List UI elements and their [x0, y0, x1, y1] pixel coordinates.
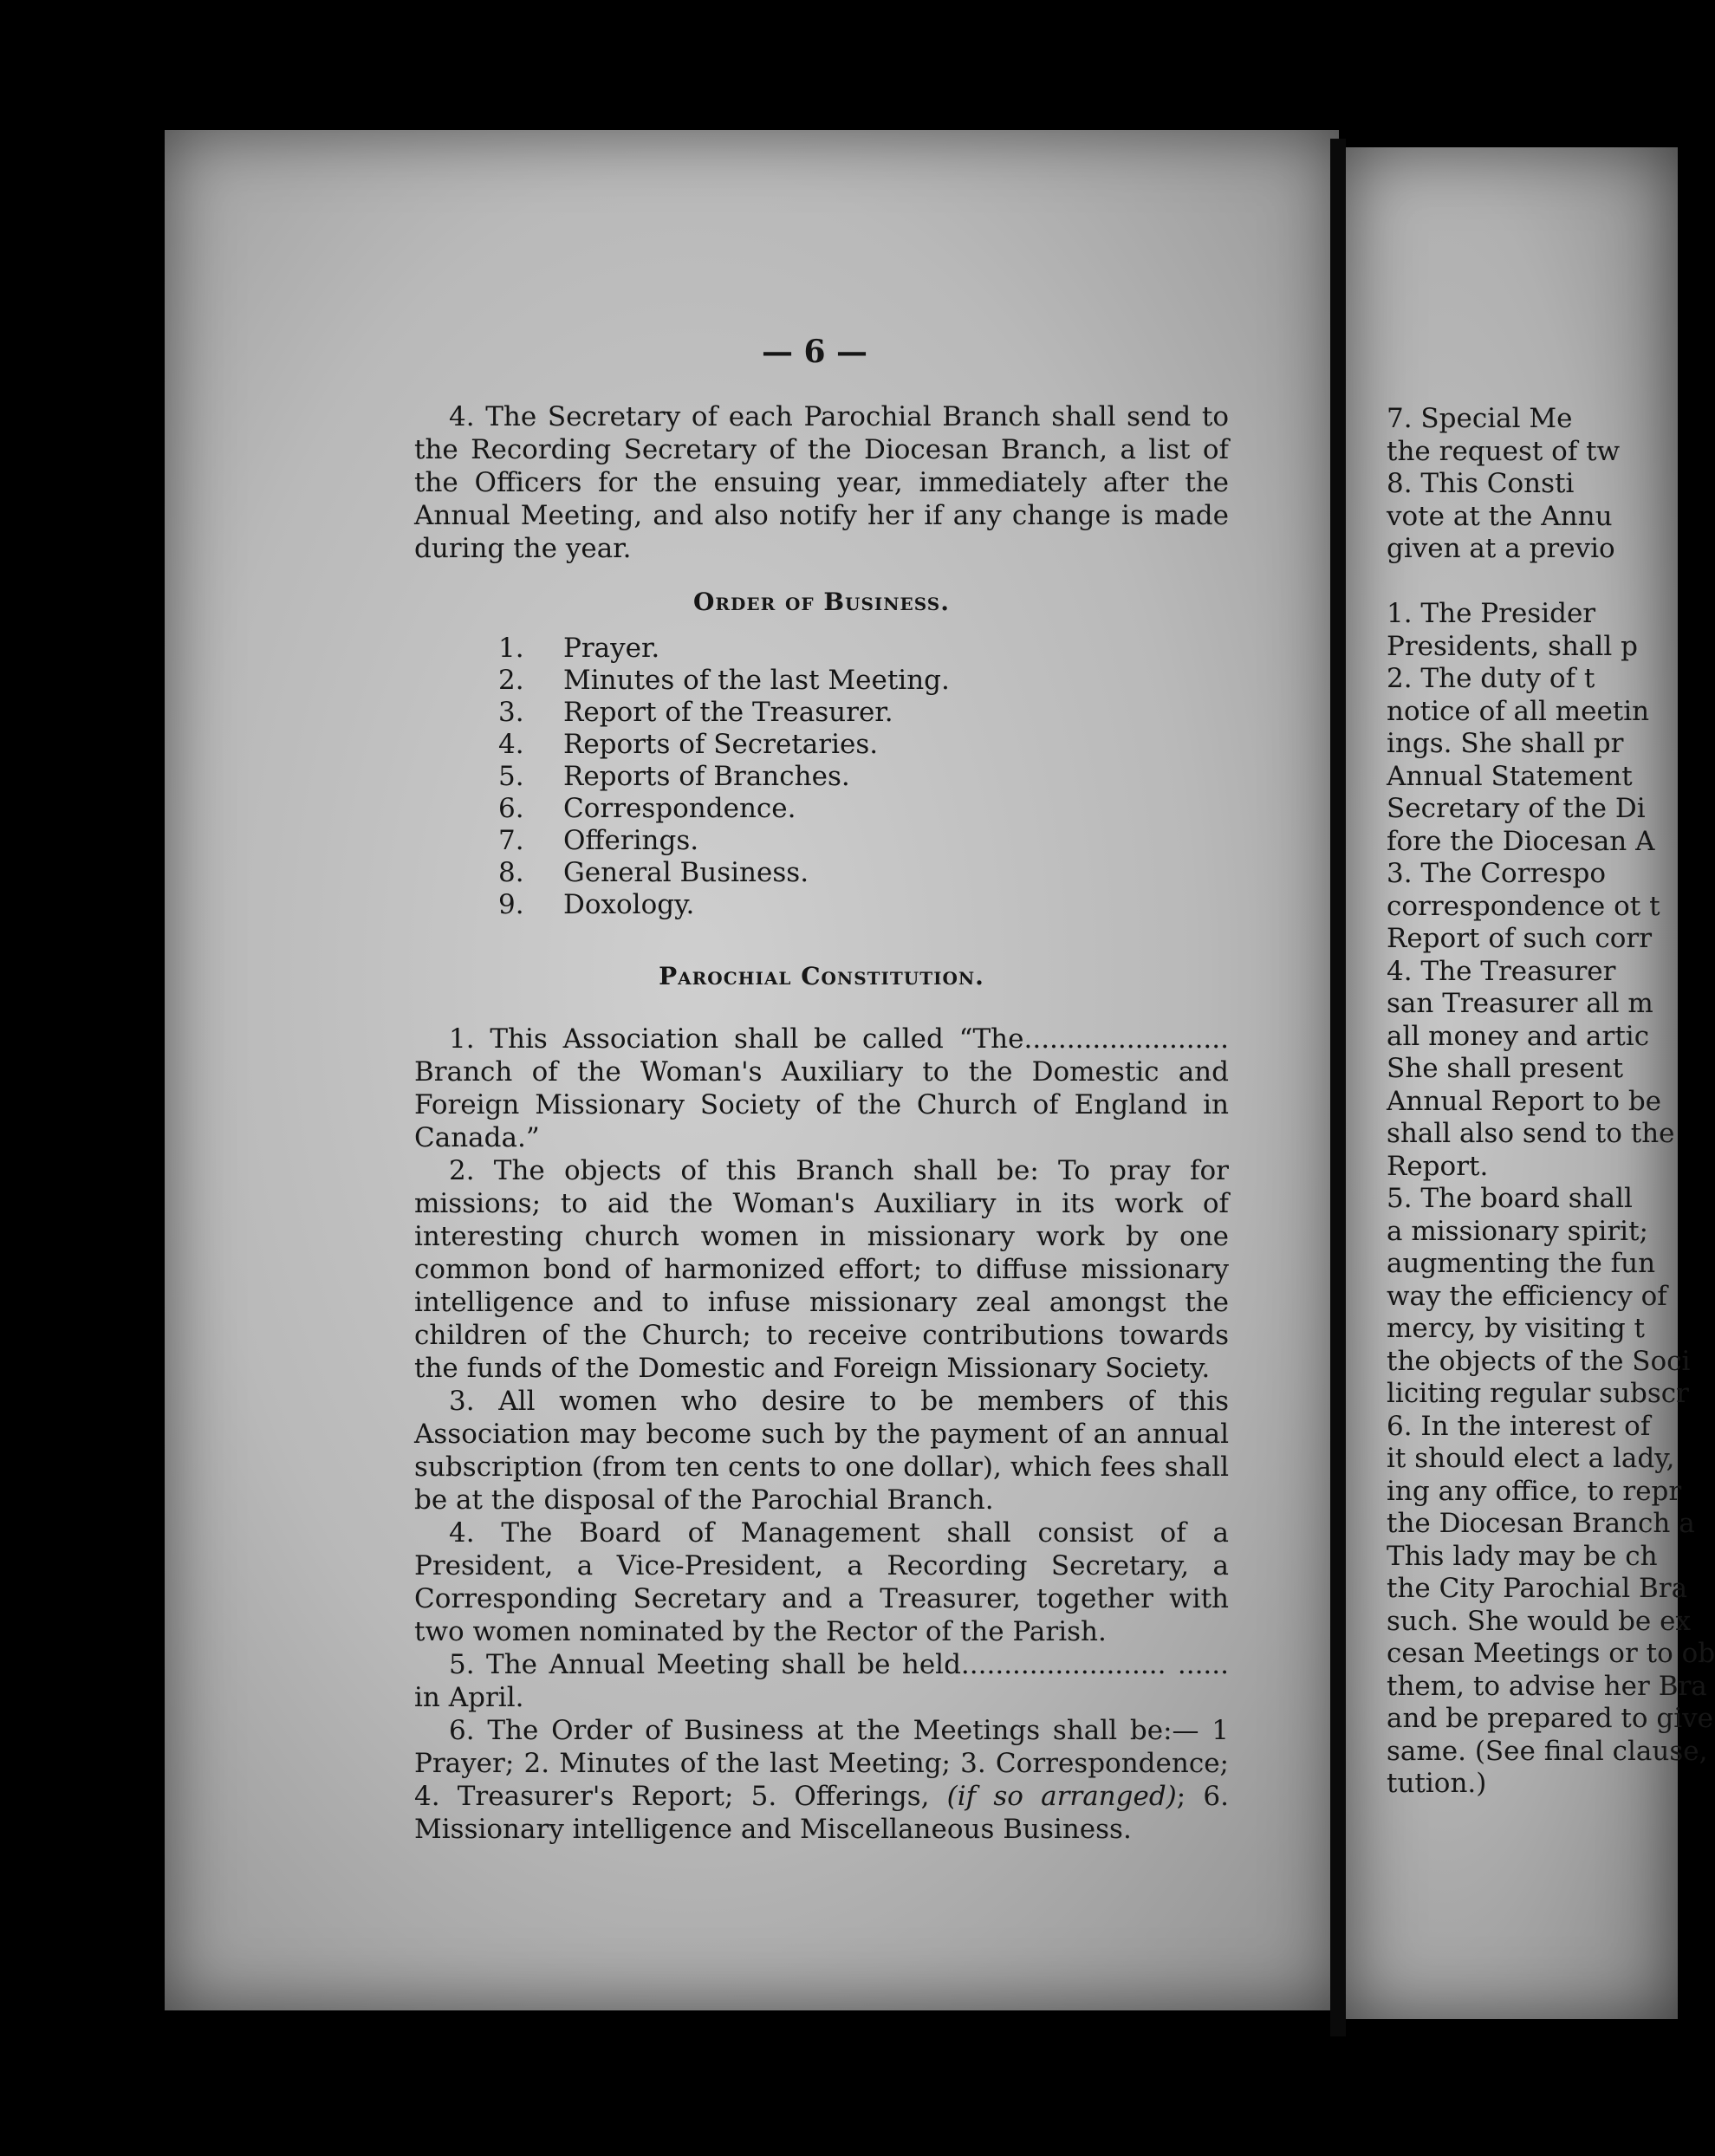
- order-of-business-heading: Order of Business.: [693, 588, 950, 616]
- order-item: 9. Doxology.: [498, 889, 695, 920]
- constitution-article-4: 4. The Board of Management shall consist of a President, a Vice-President, a Recording Secretary, a Corresponding Secretary and a Treasurer, together with two women nominated by the Rector of the Parish.: [414, 1517, 1229, 1647]
- constitution-article-2: 2. The objects of this Branch shall be: To pray for missions; to aid the Woman's Auxiliary in its work of interesting church women in missionary work by one common bond of harmonized effort; to diffuse missionary intelligence and to infuse missionary zeal amongst the children of the Church; to receive contributions towards the funds of the Domestic and Foreign Missionary Society.: [414, 1155, 1229, 1384]
- right-page-line: 7. Special Me: [1387, 403, 1573, 434]
- order-item: 6. Correspondence.: [498, 793, 796, 824]
- constitution-article-5: 5. The Annual Meeting shall be held........................ ...... in April.: [414, 1649, 1229, 1713]
- right-page-line: Presidents, shall p: [1387, 630, 1638, 662]
- order-item: 4. Reports of Secretaries.: [498, 729, 879, 760]
- right-page-line: such. She would be ex: [1387, 1605, 1691, 1637]
- right-page-line: 1. The Presider: [1387, 598, 1596, 629]
- right-page-line: san Treasurer all m: [1387, 988, 1653, 1019]
- constitution-article-6: 6. The Order of Business at the Meetings shall be:— 1 Prayer; 2. Minutes of the last Meeting; 3. Correspondence; 4. Treasurer's Report; 5. Offerings, (if so arranged); 6. Missionary intelligence and Miscellaneous Business.: [414, 1715, 1229, 1845]
- right-page-line: correspondence ot t: [1387, 890, 1660, 922]
- right-page-line: it should elect a lady,: [1387, 1443, 1675, 1474]
- order-of-business-list: [498, 633, 1105, 921]
- right-page-line: 8. This Consti: [1387, 468, 1575, 499]
- order-item: 1. Prayer.: [498, 633, 660, 664]
- right-page-line: vote at the Annu: [1387, 500, 1613, 532]
- secretary-paragraph: 4. The Secretary of each Parochial Branch shall send to the Recording Secretary of the Diocesan Branch, a list of the Officers for the ensuing year, immediately after the Annual Meeting, and also notify her if any change is made during the year.: [414, 401, 1229, 564]
- right-page-line: She shall present: [1387, 1053, 1624, 1084]
- right-page-line: Secretary of the Di: [1387, 793, 1646, 824]
- right-page-line: ings. She shall pr: [1387, 728, 1624, 759]
- right-page-line: tution.): [1387, 1768, 1487, 1799]
- right-page-line: them, to advise her Bra: [1387, 1670, 1707, 1702]
- right-page-line: fore the Diocesan A: [1387, 825, 1655, 857]
- right-page-line: Report.: [1387, 1150, 1489, 1182]
- right-page-line: Annual Report to be: [1387, 1085, 1662, 1117]
- page-number: — 6 —: [761, 334, 868, 370]
- right-page-line: given at a previo: [1387, 533, 1615, 564]
- right-page-line: a missionary spirit;: [1387, 1215, 1648, 1247]
- right-page-line: 2. The duty of t: [1387, 663, 1595, 694]
- right-page-line: 6. In the interest of: [1387, 1410, 1651, 1442]
- constitution-article-3: 3. All women who desire to be members of this Association may become such by the payment of an annual subscription (from ten cents to one dollar), which fees shall be at the disposal of the Parochial Branch.: [414, 1386, 1229, 1516]
- right-page-line: all money and artic: [1387, 1020, 1650, 1052]
- parochial-constitution-heading: Parochial Constitution.: [659, 962, 984, 990]
- order-item: 7. Offerings.: [498, 825, 699, 856]
- right-page-line: and be prepared to give: [1387, 1703, 1713, 1734]
- right-page-line: augmenting the fun: [1387, 1248, 1656, 1279]
- order-item: 3. Report of the Treasurer.: [498, 697, 893, 728]
- right-page-line: same. (See final clause,: [1387, 1735, 1708, 1767]
- right-page-line: the objects of the Soci: [1387, 1345, 1691, 1377]
- right-page-line: ing any office, to repr: [1387, 1475, 1682, 1507]
- right-page-text: [1387, 403, 1715, 1841]
- right-page-line: This lady may be ch: [1387, 1540, 1658, 1572]
- right-page-line: shall also send to the: [1387, 1118, 1675, 1149]
- right-page-line: 3. The Correspo: [1387, 858, 1607, 889]
- right-page-line: notice of all meetin: [1387, 695, 1650, 727]
- right-page-line: Annual Statement: [1387, 760, 1633, 792]
- order-item: 5. Reports of Branches.: [498, 761, 850, 792]
- constitution-article-1: 1. This Association shall be called “The........................ Branch of the Woman's Auxiliary to the Domestic and Foreign Missionary Society of the Church of England in Canada.”: [414, 1023, 1229, 1153]
- order-item: 8. General Business.: [498, 857, 809, 888]
- right-page-line: way the efficiency of: [1387, 1280, 1667, 1312]
- right-page-line: 4. The Treasurer: [1387, 955, 1616, 987]
- right-page-line: cesan Meetings or to ob: [1387, 1638, 1715, 1669]
- right-page-line: Report of such corr: [1387, 923, 1653, 954]
- page-gutter: [1330, 139, 1346, 2036]
- right-page-line: mercy, by visiting t: [1387, 1313, 1645, 1344]
- right-page-line: liciting regular subscr: [1387, 1378, 1689, 1409]
- right-page-line: 5. The board shall: [1387, 1183, 1633, 1214]
- right-page-line: the request of tw: [1387, 435, 1621, 467]
- right-page-line: the Diocesan Branch a: [1387, 1508, 1695, 1539]
- right-page-line: the City Parochial Bra: [1387, 1573, 1688, 1604]
- order-item: 2. Minutes of the last Meeting.: [498, 665, 950, 696]
- right-page-line: [1387, 566, 1678, 599]
